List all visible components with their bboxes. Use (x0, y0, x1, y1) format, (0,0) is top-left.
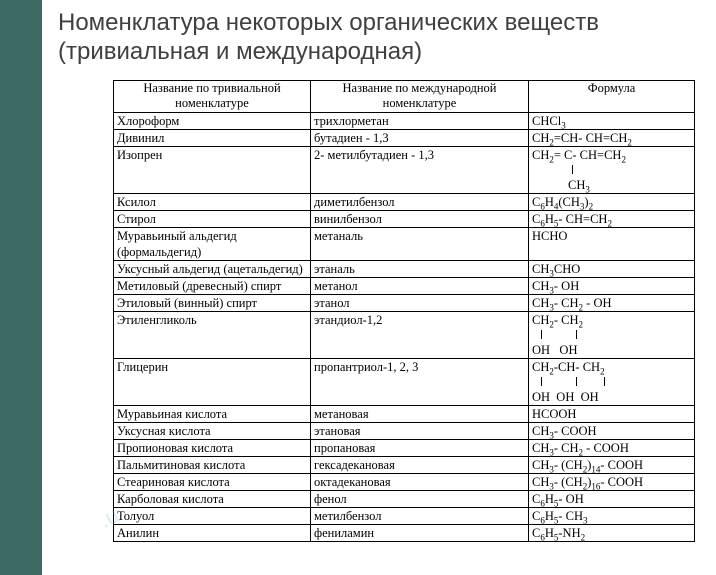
formula: $CH_3-$ $CH_2$ - OH (532, 296, 612, 312)
trivial-name: Карболовая кислота (117, 492, 224, 506)
cell-international-name (311, 406, 529, 423)
trivial-name: Уксусная кислота (117, 424, 211, 438)
cell-trivial-name (114, 440, 311, 457)
page-title (58, 8, 698, 66)
cell-formula (529, 147, 695, 194)
header-international: Название по международной номенклатуре (311, 81, 529, 113)
cell-trivial-name (114, 423, 311, 440)
cell-international-name (311, 228, 529, 261)
cell-formula (529, 295, 695, 312)
cell-formula (529, 194, 695, 211)
cell-trivial-name (114, 228, 311, 261)
formula: $C_6H_5-$ OH (532, 492, 584, 508)
trivial-name: Стеариновая кислота (117, 475, 230, 489)
international-name: гексадекановая (314, 458, 395, 472)
formula: $CH_2-$ $CH_2$ (532, 313, 584, 330)
formula: $CH_2-CH-$ $CH_2$ (532, 360, 605, 377)
formula: $CH_3-$ COOH (532, 424, 597, 440)
formula: $C_6H_5-$ $CH_3$ (532, 509, 588, 525)
cell-trivial-name (114, 211, 311, 228)
table-row (114, 508, 695, 525)
trivial-name: Пропионовая кислота (117, 441, 234, 455)
formula: HCHO (532, 229, 568, 243)
cell-trivial-name (114, 261, 311, 278)
cell-trivial-name (114, 278, 311, 295)
cell-international-name (311, 261, 529, 278)
cell-international-name (311, 130, 529, 147)
bond-line (532, 163, 691, 177)
cell-international-name (311, 113, 529, 130)
cell-international-name (311, 147, 529, 194)
cell-international-name (311, 474, 529, 491)
cell-trivial-name (114, 312, 311, 359)
cell-international-name (311, 194, 529, 211)
table-row (114, 261, 695, 278)
formula-branch: OH OH OH (532, 390, 599, 404)
cell-trivial-name (114, 457, 311, 474)
cell-formula (529, 525, 695, 542)
table-row (114, 457, 695, 474)
cell-international-name (311, 508, 529, 525)
cell-trivial-name (114, 130, 311, 147)
table-body (114, 113, 695, 542)
cell-international-name (311, 295, 529, 312)
table-row (114, 295, 695, 312)
international-name: диметилбензол (314, 195, 395, 209)
formula: $CH_3-$ $CH_2$ - COOH (532, 441, 629, 457)
international-name: трихлорметан (314, 114, 389, 128)
cell-formula (529, 113, 695, 130)
table-row (114, 491, 695, 508)
international-name: этановая (314, 424, 361, 438)
table-row (114, 228, 695, 261)
international-name: бутадиен - 1,3 (314, 131, 389, 145)
cell-formula (529, 440, 695, 457)
trivial-name: Анилин (117, 526, 160, 540)
international-name: винилбензол (314, 212, 382, 226)
trivial-name: Толуол (117, 509, 155, 523)
cell-formula (529, 278, 695, 295)
trivial-name-alt: (формальдегид) (117, 245, 202, 259)
international-name: октадекановая (314, 475, 391, 489)
international-name: метановая (314, 407, 369, 421)
international-name: этандиол-1,2 (314, 313, 383, 327)
trivial-name: Уксусный альдегид (ацетальдегид) (117, 262, 303, 276)
table-row (114, 278, 695, 295)
cell-formula (529, 406, 695, 423)
cell-trivial-name (114, 194, 311, 211)
title-line-1: Номенклатура некоторых органических веществ (58, 9, 600, 36)
cell-international-name (311, 491, 529, 508)
table-row (114, 406, 695, 423)
trivial-name: Пальмитиновая кислота (117, 458, 246, 472)
formula: HCOOH (532, 407, 577, 421)
bond-line (532, 375, 691, 389)
table-row (114, 194, 695, 211)
trivial-name: Хлороформ (117, 114, 180, 128)
header-formula: Формула (529, 81, 695, 113)
international-name: метанол (314, 279, 358, 293)
table-row (114, 113, 695, 130)
table-row (114, 211, 695, 228)
cell-formula (529, 211, 695, 228)
formula-branch: OH OH (532, 343, 578, 357)
cell-formula (529, 261, 695, 278)
formula: $C_6H_4(CH_3)_2$ (532, 195, 594, 211)
sidebar-accent-bar (0, 0, 42, 575)
international-name: 2- метилбутадиен - 1,3 (314, 148, 435, 162)
cell-trivial-name (114, 113, 311, 130)
table-header-row (114, 81, 695, 113)
formula: $CH_3CHO$ (532, 262, 581, 278)
trivial-name: Стирол (117, 212, 156, 226)
international-name: фенол (314, 492, 347, 506)
trivial-name: Метиловый (древесный) спирт (117, 279, 282, 293)
international-name: фениламин (314, 526, 375, 540)
trivial-name: Этиленгликоль (117, 313, 197, 327)
formula-branch: $CH_3$ (568, 178, 590, 194)
watermark: .u (94, 502, 123, 533)
international-name: пропановая (314, 441, 376, 455)
cell-trivial-name (114, 147, 311, 194)
formula: $CH_3-$ $(CH_2)_{16}-$ COOH (532, 475, 644, 491)
cell-international-name (311, 440, 529, 457)
nomenclature-table (113, 80, 695, 542)
cell-international-name (311, 211, 529, 228)
trivial-name: Изопрен (117, 148, 163, 162)
table-row (114, 525, 695, 542)
cell-formula (529, 508, 695, 525)
cell-international-name (311, 423, 529, 440)
bond-line (532, 328, 691, 342)
table-row (114, 312, 695, 359)
formula: $C_6H_5-NH_2$ (532, 526, 586, 542)
formula: $CH_3-$ $(CH_2)_{14}-$ COOH (532, 458, 644, 474)
formula: $CH_2= C-$ $CH=CH_2$ (532, 148, 626, 165)
trivial-name: Муравьиный альдегид (117, 229, 237, 243)
formula: $CH_2=CH-$ $CH=CH_2$ (532, 131, 632, 147)
cell-formula (529, 474, 695, 491)
cell-formula (529, 423, 695, 440)
international-name: пропантриол-1, 2, 3 (314, 360, 419, 374)
cell-formula (529, 130, 695, 147)
table-row (114, 147, 695, 194)
cell-trivial-name (114, 508, 311, 525)
cell-international-name (311, 312, 529, 359)
cell-international-name (311, 359, 529, 406)
title-line-2: (тривиальная и международная) (58, 38, 423, 65)
cell-international-name (311, 457, 529, 474)
cell-formula (529, 312, 695, 359)
cell-trivial-name (114, 525, 311, 542)
trivial-name: Глицерин (117, 360, 169, 374)
formula: CHCl$_3$ (532, 114, 566, 130)
trivial-name: Ксилол (117, 195, 156, 209)
table-row (114, 423, 695, 440)
international-name: метаналь (314, 229, 363, 243)
table-row (114, 130, 695, 147)
cell-formula (529, 228, 695, 261)
cell-international-name (311, 525, 529, 542)
cell-formula (529, 359, 695, 406)
table-row (114, 440, 695, 457)
cell-formula (529, 457, 695, 474)
table-row (114, 359, 695, 406)
international-name: этанол (314, 296, 350, 310)
header-trivial: Название по тривиальной номенклатуре (114, 81, 311, 113)
formula: $CH_3-$ OH (532, 279, 580, 295)
cell-trivial-name (114, 491, 311, 508)
cell-formula (529, 491, 695, 508)
cell-trivial-name (114, 474, 311, 491)
international-name: этаналь (314, 262, 355, 276)
cell-trivial-name (114, 406, 311, 423)
trivial-name: Дивинил (117, 131, 165, 145)
cell-trivial-name (114, 359, 311, 406)
trivial-name: Муравьиная кислота (117, 407, 228, 421)
formula: $C_6H_5-$ $CH=CH_2$ (532, 212, 612, 228)
international-name: метилбензол (314, 509, 382, 523)
cell-trivial-name (114, 295, 311, 312)
cell-international-name (311, 278, 529, 295)
table-row (114, 474, 695, 491)
trivial-name: Этиловый (винный) спирт (117, 296, 257, 310)
